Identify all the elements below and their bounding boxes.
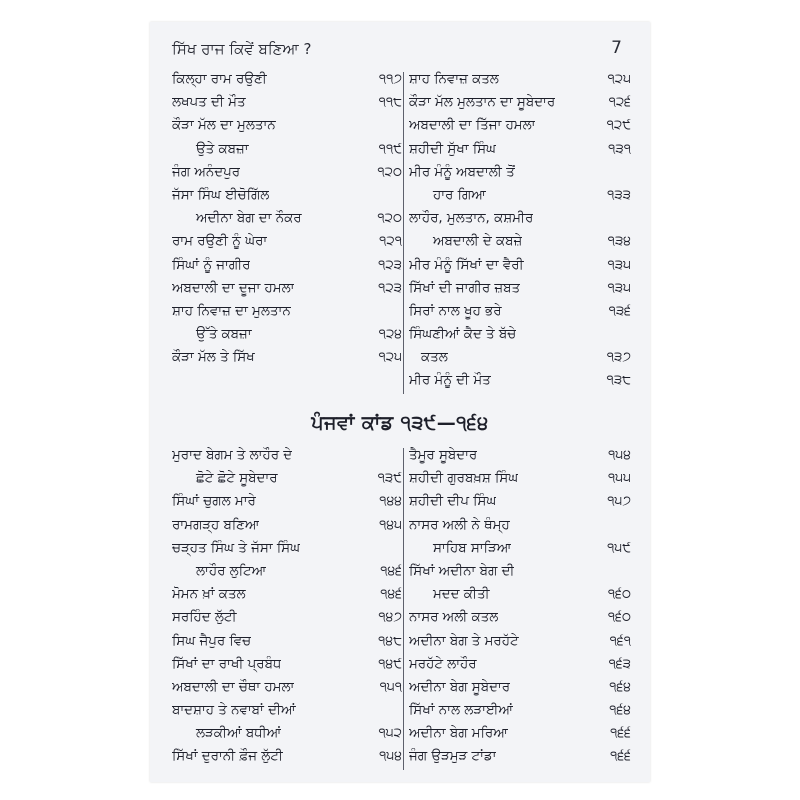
toc-entry-title: ਸਿਰਾਂ ਨਾਲ ਖੂਹ ਭਰੇ (409, 303, 502, 319)
toc-entry-title: ਲਾਹੌਰ ਲੁਟਿਆ (196, 563, 267, 579)
toc-entry (409, 207, 631, 230)
toc-entry (172, 653, 402, 676)
toc-entry-page: ੧੫੫ (607, 471, 631, 487)
toc-entry (409, 369, 631, 392)
toc-entry-title: ਸਿੰਘਣੀਆਂ ਕੈਦ ਤੇ ਬੱਚੇ (409, 327, 517, 343)
page-number: 7 (611, 38, 622, 58)
toc-entry (409, 161, 631, 184)
toc-entry (172, 467, 402, 490)
toc-entry-title: ਸ਼ਾਹ ਨਿਵਾਜ਼ ਕਤਲ (409, 72, 499, 87)
running-title: ਸਿੱਖ ਰਾਜ ਕਿਵੇਂ ਬਣਿਆ ? (172, 40, 312, 58)
toc-entry (409, 467, 631, 490)
toc-entry-title: ਸਿੱਖਾਂ ਅਦੀਨਾ ਬੇਗ ਦੀ (409, 563, 515, 579)
toc-entry (409, 514, 631, 537)
toc-entry-title: ਸ਼ਾਹ ਨਿਵਾਜ਼ ਦਾ ਮੁਲਤਾਨ (172, 303, 291, 319)
toc-column-right (409, 444, 631, 769)
toc-entry-title: ਉਤੇ ਕਬਜ਼ਾ (196, 141, 249, 157)
toc-entry (172, 323, 402, 346)
toc-entry (172, 699, 402, 722)
toc-entry (409, 583, 631, 606)
toc-entry (172, 537, 402, 560)
toc-entry-page: ੧੬੪ (609, 703, 631, 719)
toc-entry-page: ੧੧੯ (378, 141, 402, 157)
toc-entry-title: ਮੁਰਾਦ ਬੇਗਮ ਤੇ ਲਾਹੌਰ ਦੇ (172, 448, 293, 463)
part-heading: ਪੰਜਵਾਂ ਕਾਂਡ ੧੩੯—੧੬੪ (311, 412, 489, 434)
toc-entry (172, 114, 402, 137)
toc-entry-title: ਸਰਹਿੰਦ ਲੁੱਟੀ (172, 610, 237, 626)
toc-entry (409, 254, 631, 277)
toc-entry-page: ੧੨੩ (378, 257, 402, 273)
toc-entry-page: ੧੨੫ (378, 350, 402, 366)
toc-entry (172, 254, 402, 277)
toc-entry-page: ੧੫੨ (378, 726, 402, 742)
toc-entry-page: ੧੫੯ (607, 540, 631, 556)
toc-entry (409, 91, 631, 114)
toc-entry-page: ੧੨੪ (378, 327, 402, 343)
book-page (150, 22, 650, 782)
toc-entry-title: ਮਦਦ ਕੀਤੀ (433, 587, 490, 603)
toc-entry (172, 68, 402, 91)
column-divider (403, 448, 404, 770)
toc-entry (409, 537, 631, 560)
toc-entry (172, 606, 402, 629)
toc-entry (172, 676, 402, 699)
toc-entry-page: ੧੬੧ (609, 633, 631, 649)
toc-entry-title: ਕਤਲ (421, 350, 448, 366)
toc-entry (172, 138, 402, 161)
toc-entry-page: ੧੩੪ (607, 234, 631, 250)
toc-entry-page: ੧੨੫ (607, 72, 631, 87)
toc-entry-page: ੧੪੫ (379, 517, 402, 533)
toc-entry-title: ਸਿੱਖਾਂ ਨਾਲ ਲੜਾਈਆਂ (409, 703, 513, 719)
toc-entry (172, 583, 402, 606)
toc-entry-title: ਸਾਹਿਬ ਸਾੜਿਆ (433, 540, 512, 556)
toc-entry-page: ੧੫੭ (607, 494, 631, 510)
toc-entry-page: ੧੪੪ (379, 494, 402, 510)
toc-entry-page: ੧੩੫ (607, 257, 631, 273)
toc-entry-title: ਕੌੜਾ ਮੱਲ ਮੁਲਤਾਨ ਦਾ ਸੂਬੇਦਾਰ (409, 95, 556, 111)
toc-entry-title: ਛੋਟੇ ਛੋਟੇ ਸੂਬੇਦਾਰ (196, 471, 278, 487)
toc-entry-title: ਸਿੱਖਾਂ ਦੁਰਾਨੀ ਫ਼ੌਜ ਲੁੱਟੀ (172, 749, 283, 765)
toc-entry-title: ਅਦੀਨਾ ਬੇਗ ਦਾ ਨੌਕਰ (196, 211, 302, 227)
toc-entry-title: ਮਰਹੱਟੇ ਲਾਹੌਰ (409, 656, 477, 672)
toc-entry-title: ਹਾਰ ਗਿਆ (433, 187, 486, 203)
toc-entry (409, 68, 631, 91)
toc-entry-page: ੧੩੩ (607, 187, 631, 203)
toc-entry-title: ਅਦੀਨਾ ਬੇਗ ਤੇ ਮਰਹੱਟੇ (409, 633, 519, 649)
toc-entry-page: ੧੨੦ (377, 164, 402, 180)
toc-entry (409, 444, 631, 467)
toc-entry (409, 277, 631, 300)
toc-entry-title: ਲਖਪਤ ਦੀ ਮੌਤ (172, 95, 246, 111)
toc-entry-title: ਰਾਮਗੜ੍ਹ ਬਣਿਆ (172, 517, 260, 533)
toc-entry-page: ੧੬੪ (609, 679, 631, 695)
toc-entry (409, 653, 631, 676)
toc-entry-page: ੧੬੬ (610, 726, 631, 742)
toc-entry (172, 207, 402, 230)
toc-entry (409, 722, 631, 745)
toc-entry-page: ੧੪੭ (378, 610, 402, 626)
toc-entry-page: ੧੬੦ (607, 610, 631, 626)
toc-entry-page: ੧੩੮ (606, 373, 631, 389)
toc-entry-page: ੧੪੬ (380, 587, 402, 603)
toc-entry-page: ੧੧੭ (378, 72, 402, 87)
toc-entry (409, 300, 631, 323)
toc-entry-title: ਤੈਮੂਰ ਸੂਬੇਦਾਰ (409, 448, 478, 463)
toc-entry-page: ੧੨੧ (379, 234, 402, 250)
toc-entry (172, 560, 402, 583)
toc-column-left (172, 68, 402, 369)
toc-entry (409, 184, 631, 207)
toc-entry (172, 346, 402, 369)
toc-entry-page: ੧੧੮ (378, 95, 402, 111)
toc-entry (409, 490, 631, 513)
toc-entry-title: ਨਾਸਰ ਅਲੀ ਕਤਲ (409, 610, 499, 626)
toc-section-top (172, 68, 632, 402)
toc-entry (409, 630, 631, 653)
toc-entry-title: ਮੀਰ ਮੰਨੂੰ ਸਿੱਖਾਂ ਦਾ ਵੈਰੀ (409, 257, 524, 273)
toc-entry-title: ਲੜਕੀਆਂ ਬਧੀਆਂ (196, 726, 282, 742)
toc-entry-title: ਮੀਰ ਮੰਨੂੰ ਅਬਦਾਲੀ ਤੋਂ (409, 164, 515, 180)
toc-entry-page: ੧੨੩ (378, 280, 402, 296)
toc-entry-title: ਕੌੜਾ ਮੱਲ ਤੇ ਸਿੱਖ (172, 350, 255, 366)
toc-entry-title: ਮੋਮਨ ਖ਼ਾਂ ਕਤਲ (172, 587, 246, 603)
toc-entry-page: ੧੩੭ (606, 350, 631, 366)
toc-entry (409, 114, 631, 137)
toc-entry-title: ਕੌੜਾ ਮੱਲ ਦਾ ਮੁਲਤਾਨ (172, 118, 276, 134)
toc-entry-page: ੧੩੬ (608, 303, 631, 319)
toc-entry (172, 630, 402, 653)
toc-entry-title: ਚੜ੍ਹਤ ਸਿੰਘ ਤੇ ਜੱਸਾ ਸਿੰਘ (172, 540, 301, 556)
toc-entry-title: ਸਿੱਖਾਂ ਦਾ ਰਾਖੀ ਪ੍ਰਬੰਧ (172, 656, 282, 672)
toc-entry (172, 230, 402, 253)
toc-entry-title: ਉੱਤੇ ਕਬਜ਼ਾ (196, 327, 252, 343)
toc-column-right (409, 68, 631, 393)
toc-entry-title: ਜੱਸਾ ਸਿੰਘ ਈਚੋਗਿੱਲ (172, 187, 270, 203)
toc-entry (172, 91, 402, 114)
toc-entry (409, 346, 631, 369)
toc-entry-title: ਰਾਮ ਰਉਣੀ ਨੂੰ ਘੇਰਾ (172, 234, 268, 250)
toc-entry-page: ੧੨੦ (377, 211, 402, 227)
toc-entry-title: ਅਬਦਾਲੀ ਦਾ ਤਿੱਜਾ ਹਮਲਾ (409, 118, 536, 134)
toc-entry-title: ਅਬਦਾਲੀ ਦਾ ਦੂਜਾ ਹਮਲਾ (172, 280, 295, 296)
toc-entry-title: ਅਦੀਨਾ ਬੇਗ ਸੂਬੇਦਾਰ (409, 679, 511, 695)
toc-column-left (172, 444, 402, 769)
toc-entry-title: ਸ਼ਹੀਦੀ ਗੁਰਬਖ਼ਸ਼ ਸਿੰਘ (409, 471, 519, 487)
toc-entry-page: ੧੪੬ (380, 563, 402, 579)
toc-entry (409, 606, 631, 629)
toc-entry (172, 184, 402, 207)
toc-entry (172, 514, 402, 537)
toc-entry (172, 745, 402, 768)
toc-entry-title: ਨਾਸਰ ਅਲੀ ਨੇ ਥੰਮ੍ਹ (409, 517, 510, 533)
toc-entry-title: ਜੰਗ ਅਨੰਦਪੁਰ (172, 164, 241, 180)
toc-entry-title: ਕਿਲ੍ਹਾ ਰਾਮ ਰਉਣੀ (172, 72, 267, 87)
toc-entry-title: ਸ਼ਹੀਦੀ ਸੁੱਖਾ ਸਿੰਘ (409, 141, 497, 157)
toc-entry (409, 699, 631, 722)
toc-entry-title: ਅਬਦਾਲੀ ਦਾ ਚੌਥਾ ਹਮਲਾ (172, 679, 295, 695)
toc-entry (172, 444, 402, 467)
column-divider (403, 72, 404, 394)
toc-entry-page: ੧੫੪ (608, 448, 631, 463)
toc-entry (409, 745, 631, 768)
toc-section-bottom (172, 444, 632, 778)
toc-entry (172, 490, 402, 513)
toc-entry-title: ਸਿਘ ਜੈਪੁਰ ਵਿਚ (172, 633, 252, 649)
toc-entry-title: ਸਿੰਘਾਂ ਚੁਗਲ ਮਾਰੇ (172, 494, 256, 510)
toc-entry-page: ੧੩੯ (377, 471, 402, 487)
toc-entry (409, 230, 631, 253)
toc-entry-page: ੧੨੬ (608, 95, 631, 111)
toc-entry-page: ੧੫੪ (379, 749, 402, 765)
toc-entry (409, 323, 631, 346)
toc-entry (172, 300, 402, 323)
toc-entry-title: ਮੀਰ ਮੰਨੂੰ ਦੀ ਮੌਤ (409, 373, 491, 389)
toc-entry-title: ਅਬਦਾਲੀ ਦੇ ਕਬਜ਼ੇ (433, 234, 523, 250)
toc-entry-page: ੧੨੯ (606, 118, 631, 134)
toc-entry-title: ਲਾਹੌਰ, ਮੁਲਤਾਨ, ਕਸ਼ਮੀਰ (409, 211, 534, 227)
toc-entry (172, 722, 402, 745)
toc-entry-page: ੧੩੫ (607, 280, 631, 296)
toc-entry (409, 138, 631, 161)
toc-entry-page: ੧੪੮ (378, 633, 402, 649)
toc-entry-page: ੧੬੬ (610, 749, 631, 765)
toc-entry-page: ੧੫੧ (379, 679, 402, 695)
toc-entry (409, 560, 631, 583)
toc-entry-page: ੧੪੯ (378, 656, 402, 672)
toc-entry-page: ੧੩੧ (608, 141, 631, 157)
toc-entry (172, 277, 402, 300)
toc-entry (409, 676, 631, 699)
toc-entry (172, 161, 402, 184)
toc-entry-title: ਅਦੀਨਾ ਬੇਗ ਮਰਿਆ (409, 726, 508, 742)
toc-entry-title: ਜੰਗ ਉੜਮੁੜ ਟਾਂਡਾ (409, 749, 497, 765)
toc-entry-title: ਸਿੱਖਾਂ ਦੀ ਜਾਗੀਰ ਜ਼ਬਤ (409, 280, 521, 296)
toc-entry-title: ਬਾਦਸ਼ਾਹ ਤੇ ਨਵਾਬਾਂ ਦੀਆਂ (172, 703, 296, 719)
toc-entry-page: ੧੬੦ (607, 587, 631, 603)
toc-entry-page: ੧੬੩ (608, 656, 631, 672)
toc-entry-title: ਸ਼ਹੀਦੀ ਦੀਪ ਸਿੰਘ (409, 494, 497, 510)
toc-entry-title: ਸਿੰਘਾਂ ਨੂੰ ਜਾਗੀਰ (172, 257, 251, 273)
